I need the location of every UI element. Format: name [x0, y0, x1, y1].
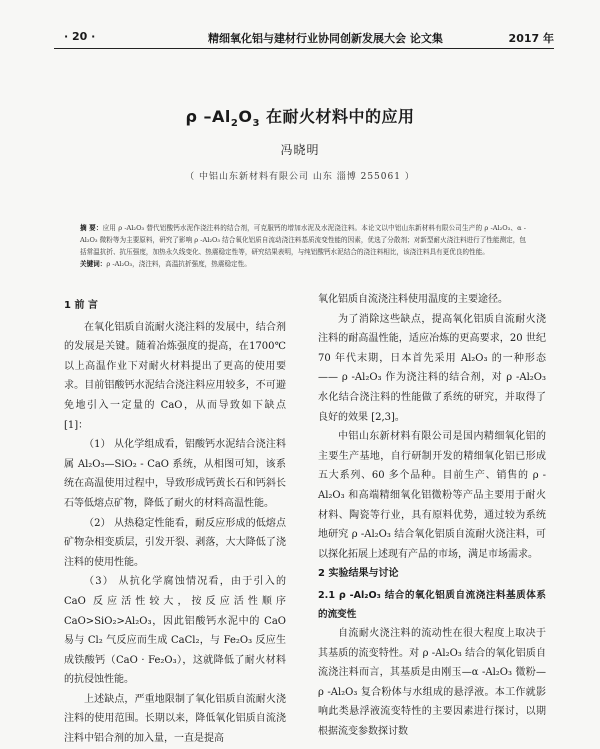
header-rule [54, 48, 554, 49]
abstract-block [80, 222, 526, 270]
section-heading-results: 2 实验结果与讨论 [318, 568, 399, 580]
paragraph: （2） 从热稳定性能看，耐反应形成的低熔点矿物杂相变质层，引发开裂、剥落，大大降低了浇注料的使用性能。 [64, 517, 286, 568]
right-column [318, 290, 546, 741]
paragraph: （3） 从抗化学腐蚀情况看，由于引入的 CaO 反应活性较大，按反应活性顺序 CaO>SiO₂>Al₂O₃，因此铝酸钙水泥中的 CaO 易与 Cl₂ 气反应而生成 CaCl₂，与 Fe₂O₃ 反应生成铁酸钙（CaO · Fe₂O₃），这就降低了耐火材料的抗侵蚀性能。 [64, 576, 286, 686]
left-column [64, 296, 286, 749]
section-heading-introduction: 1 前 言 [64, 300, 98, 311]
keywords-label: 关键词： [80, 260, 107, 268]
author-name: 冯晓明 [280, 143, 320, 157]
running-header [54, 30, 554, 46]
conference-name: 精细氧化铝与建材行业协同创新发展大会 论文集 [208, 32, 443, 45]
paper-title: ρ $-Al_2O_3$ 在耐火材料中的应用 [185, 107, 415, 130]
abstract-label: 摘 要： [80, 224, 103, 232]
paragraph: 为了消除这些缺点，提高氧化铝质自流耐火浇注料的耐高温性能，适应冶炼的更高要求，20 世纪 70 年代末期，日本首先采用 Al₂O₃ 的一种形态—— ρ -Al₂O₃ 作为浇注料的结合剂，对 ρ -Al₂O₃ 水化结合浇注料的性能做了系统的研究，并取得了良好的效果 [2,3]。 [318, 313, 546, 423]
paragraph: 中铝山东新材料有限公司是国内精细氧化铝的主要生产基地，自行研制开发的精细氧化铝已形成五大系列、60 多个品种。目前生产、销售的 ρ -Al₂O₃ 和高端精细氧化铝微粉等产品主要用于耐火材料、陶瓷等行业，具有原料优势，通过较为系统地研究 ρ -Al₂O₃ 结合氧化铝质自流耐火浇注料，可以探化拓展上述现有产品的市场，满足市场需求。 [318, 431, 546, 560]
paragraph: 在氧化铝质自流耐火浇注料的发展中，结合剂的发展是关键。随着冶炼强度的提高，在1700℃以上高温作业下对耐火材料提出了更高的使用要求。目前铝酸钙水泥结合浇注料应用较多，不可避免地引入一定量的 CaO，从而导致如下缺点 [1]： [64, 321, 286, 431]
abstract-text: 应用 ρ -Al₂O₃ 替代铝酸钙水泥作浇注料的结合剂，可克服钙的增加水泥及水泥浇注料。本论文以中铝山东新材料有限公司生产的 ρ -Al₂O₃、α -Al₂O₃ 微粉等为主要原料，研究了影响 ρ -Al₂O₃ 结合氧化铝质自流动浇注料基质流变性能的因素，优选了分散剂；对新型耐火浇注料进行了性能测定，包括常温抗折、抗压强度，加热永久线变化、热震稳定性等，研究结果表明，与纯铝酸钙水泥结合的浇注料相比，该浇注料具有更优良的性能。 [80, 224, 527, 256]
paragraph: 氧化铝质自流浇注料使用温度的主要途径。 [318, 294, 508, 305]
paragraph: 上述缺点，严重地限制了氧化铝质自流耐火浇注料的使用范围。长期以来，降低氧化铝质自流浇注料中铝合剂的加入量，一直是提高 [64, 693, 286, 745]
page-number: · 20 · [64, 30, 96, 43]
paragraph: 自流耐火浇注料的流动性在很大程度上取决于其基质的流变特性。对 ρ -Al₂O₃ 结合的氧化铝质自流浇注料而言，其基质是由刚玉—α -Al₂O₃ 微粉— ρ -Al₂O₃ 复合粉体与水组成的悬浮液。本工作就影响此类悬浮液流变特性的主要因素进行探讨，以期根据流变参数探讨数 [318, 627, 546, 737]
affiliation: （ 中铝山东新材料有限公司 山东 淄博 255061 ） [185, 172, 415, 182]
keywords-text: ρ -Al₂O₃，浇注料，高温抗折强度，热震稳定性。 [106, 260, 251, 268]
subsection-heading: 2.1 ρ -Al₂O₃ 结合的氧化铝质自流浇注料基质体系的流变性 [318, 589, 546, 620]
paragraph: （1） 从化学组成看，铝酸钙水泥结合浇注料属 Al₂O₃—SiO₂ - CaO 系统，从相图可知，该系统在高温使用过程中，导致形成钙黄长石和钙斜长石等低熔点矿物，降低了耐火的材料高温性能。 [64, 439, 286, 509]
header-year: 2017 年 [508, 32, 554, 45]
